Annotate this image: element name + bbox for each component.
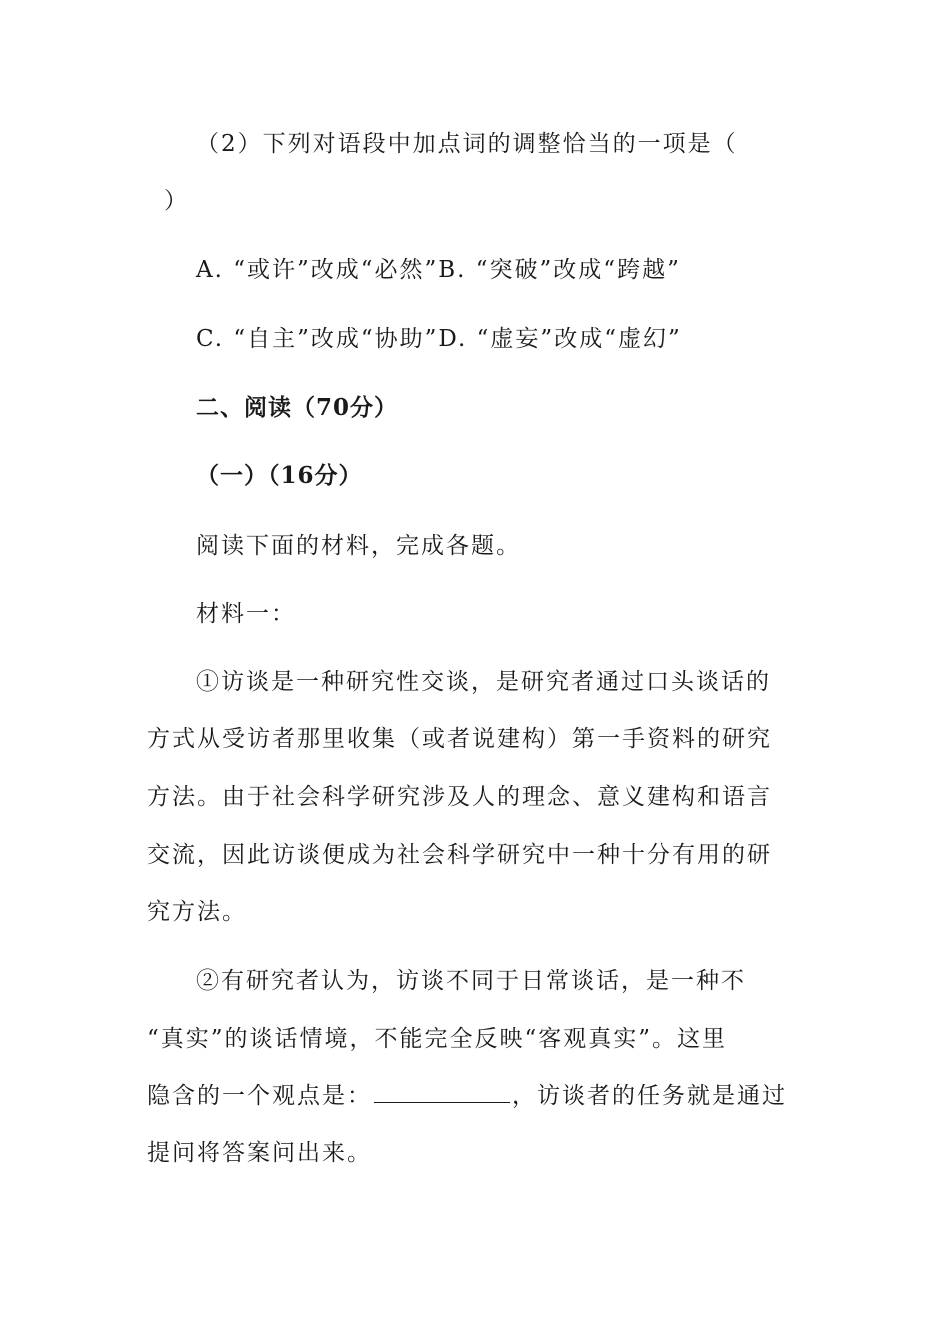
material-label: 材料一： [196,601,296,627]
section-heading: 二、阅读（70分） [196,394,399,421]
paragraph2-line3 [147,1081,787,1111]
paragraph1-line1: ①访谈是一种研究性交谈，是研究者通过口头谈话的 [196,669,771,695]
paragraph2-line4: 提问将答案问出来。 [147,1140,372,1166]
paragraph2-line3-after: ，访谈者的任务就是通过 [512,1083,787,1109]
subsection-heading: （一）（16分） [196,462,363,489]
paragraph2-line3-before: 隐含的一个观点是： [147,1083,372,1109]
paragraph1-line5: 究方法。 [147,899,247,925]
options-line-cd: C. “自主”改成“协助”D. “虚妄”改成“虚幻” [196,326,682,352]
question-stem-line2: ） [164,188,189,214]
paragraph2-line2: “真实”的谈话情境，不能完全反映“客观真实”。这里 [147,1026,728,1052]
instruction-text: 阅读下面的材料，完成各题。 [196,533,521,559]
answer-blank [374,1082,510,1103]
paragraph1-line3: 方法。由于社会科学研究涉及人的理念、意义建构和语言 [147,784,772,810]
options-line-ab: A. “或许”改成“必然”B. “突破”改成“跨越” [196,257,681,283]
paragraph2-line1: ②有研究者认为，访谈不同于日常谈话，是一种不 [196,968,746,994]
paragraph1-line4: 交流，因此访谈便成为社会科学研究中一种十分有用的研 [147,842,772,868]
question-stem-line1: （2）下列对语段中加点词的调整恰当的一项是（ [196,131,738,157]
paragraph1-line2: 方式从受访者那里收集（或者说建构）第一手资料的研究 [147,726,772,752]
